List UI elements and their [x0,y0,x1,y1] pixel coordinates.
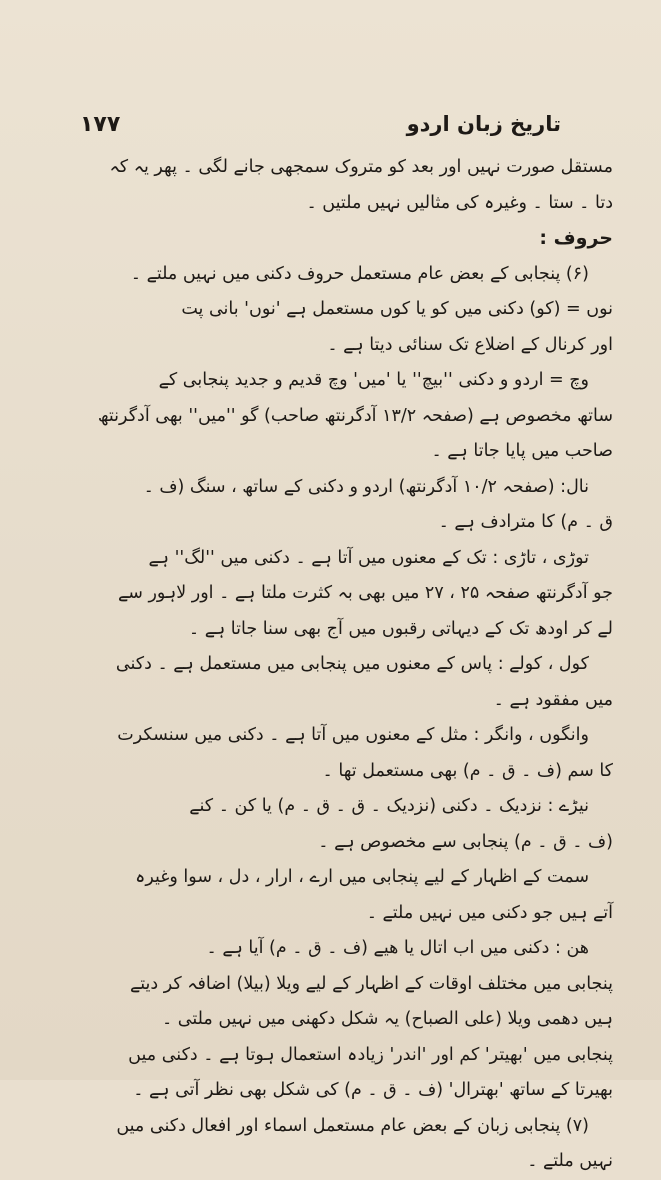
text-line: ق ۔ م) کا مترادف ہے ۔ [438,512,613,532]
text-line: نال: (صفحہ ۱۰/۲ آدگرنتھ) اردو و دکنی کے ساتھ ، سنگ (ف ۔ [143,476,589,497]
text-line: ہیں دھمی ویلا (علی الصباح) یہ شکل دکھنی میں نہیں ملتی ۔ [161,1009,613,1029]
text-line: نہیں ملتے ۔ [527,1151,613,1171]
text-line: میں مفقود ہے ۔ [493,689,613,710]
text-line: صاحب میں پایا جاتا ہے ۔ [431,441,613,461]
text-line: وچ = اردو و دکنی ''بیچ'' یا 'میں' وچ قدیم و جدید پنجابی کے [158,370,589,390]
text-line: ساتھ مخصوص ہے (صفحہ ۱۳/۲ آدگرنتھ صاحب) گو ''میں'' بھی آدگرنتھ [97,405,613,426]
text-line: کول ، کولے : پاس کے معنوں میں پنجابی میں مستعمل ہے ۔ دکنی [115,654,589,674]
text-line: ھن : دکنی میں اب اتال یا ھیے (ف ۔ ق ۔ م) آیا ہے ۔ [206,938,589,958]
running-head [80,112,561,142]
text-line: آتے ہیں جو دکنی میں نہیں ملتے ۔ [366,902,613,923]
text-line: توڑی ، تاڑی : تک کے معنوں میں آتا ہے ۔ دکنی میں ''لگ'' ہے [148,547,589,568]
body-text [70,150,613,1180]
text-line: (۶) پنجابی کے بعض عام مستعمل حروف دکنی میں نہیں ملتے ۔ [130,263,589,284]
text-line: نیڑے : نزدیک ۔ دکنی (نزدیک ۔ ق ۔ ق ۔ م) یا کن ۔ کنے [189,796,589,816]
page-number: ۱۷۷ [80,112,121,137]
text-line: بھیرتا کے ساتھ 'بھترال' (ف ۔ ق ۔ م) کی شکل بھی نظر آتی ہے ۔ [133,1080,613,1100]
text-line: وانگوں ، وانگر : مثل کے معنوں میں آتا ہے ۔ دکنی میں سنسکرت [117,725,589,745]
text-line: (ف ۔ ق ۔ م) پنجابی سے مخصوص ہے ۔ [318,831,613,852]
text-line: نوں = (کو) دکنی میں کو یا کوں مستعمل ہے 'نوں' بانی پت [181,299,613,319]
text-line: لے کر اودھ تک کے دیہاتی رقبوں میں آج بھی سنا جاتا ہے ۔ [188,618,613,639]
text-line: دتا ۔ ستا ۔ وغیرہ کی مثالیں نہیں ملتیں ۔ [306,192,613,213]
text-line: کا سم (ف ۔ ق ۔ م) بھی مستعمل تھا ۔ [322,760,613,781]
section-heading: حروف : [539,227,613,249]
text-line: (۷) پنجابی زبان کے بعض عام مستعمل اسماء اور افعال دکنی میں [116,1115,589,1136]
book-title: تاریخ زبان اردو [406,112,561,136]
text-line: پنجابی میں 'بھیتر' کم اور 'اندر' زیادہ استعمال ہوتا ہے ۔ دکنی میں [128,1044,613,1065]
text-line: پنجابی میں مختلف اوقات کے اظہار کے لیے ویلا (بیلا) اضافہ کر دیتے [129,973,613,994]
text-line: سمت کے اظہار کے لیے پنجابی میں ارے ، ارار ، دل ، سوا وغیرہ [135,867,589,887]
text-line: جو آدگرنتھ صفحہ ۲۵ ، ۲۷ میں بھی بہ کثرت ملتا ہے ۔ اور لاہور سے [117,583,613,603]
text-line: مستقل صورت نہیں اور بعد کو متروک سمجھی جانے لگی ۔ پھر یہ کہ [109,157,613,177]
text-line: اور کرنال کے اضلاع تک سنائی دیتا ہے ۔ [327,334,613,355]
